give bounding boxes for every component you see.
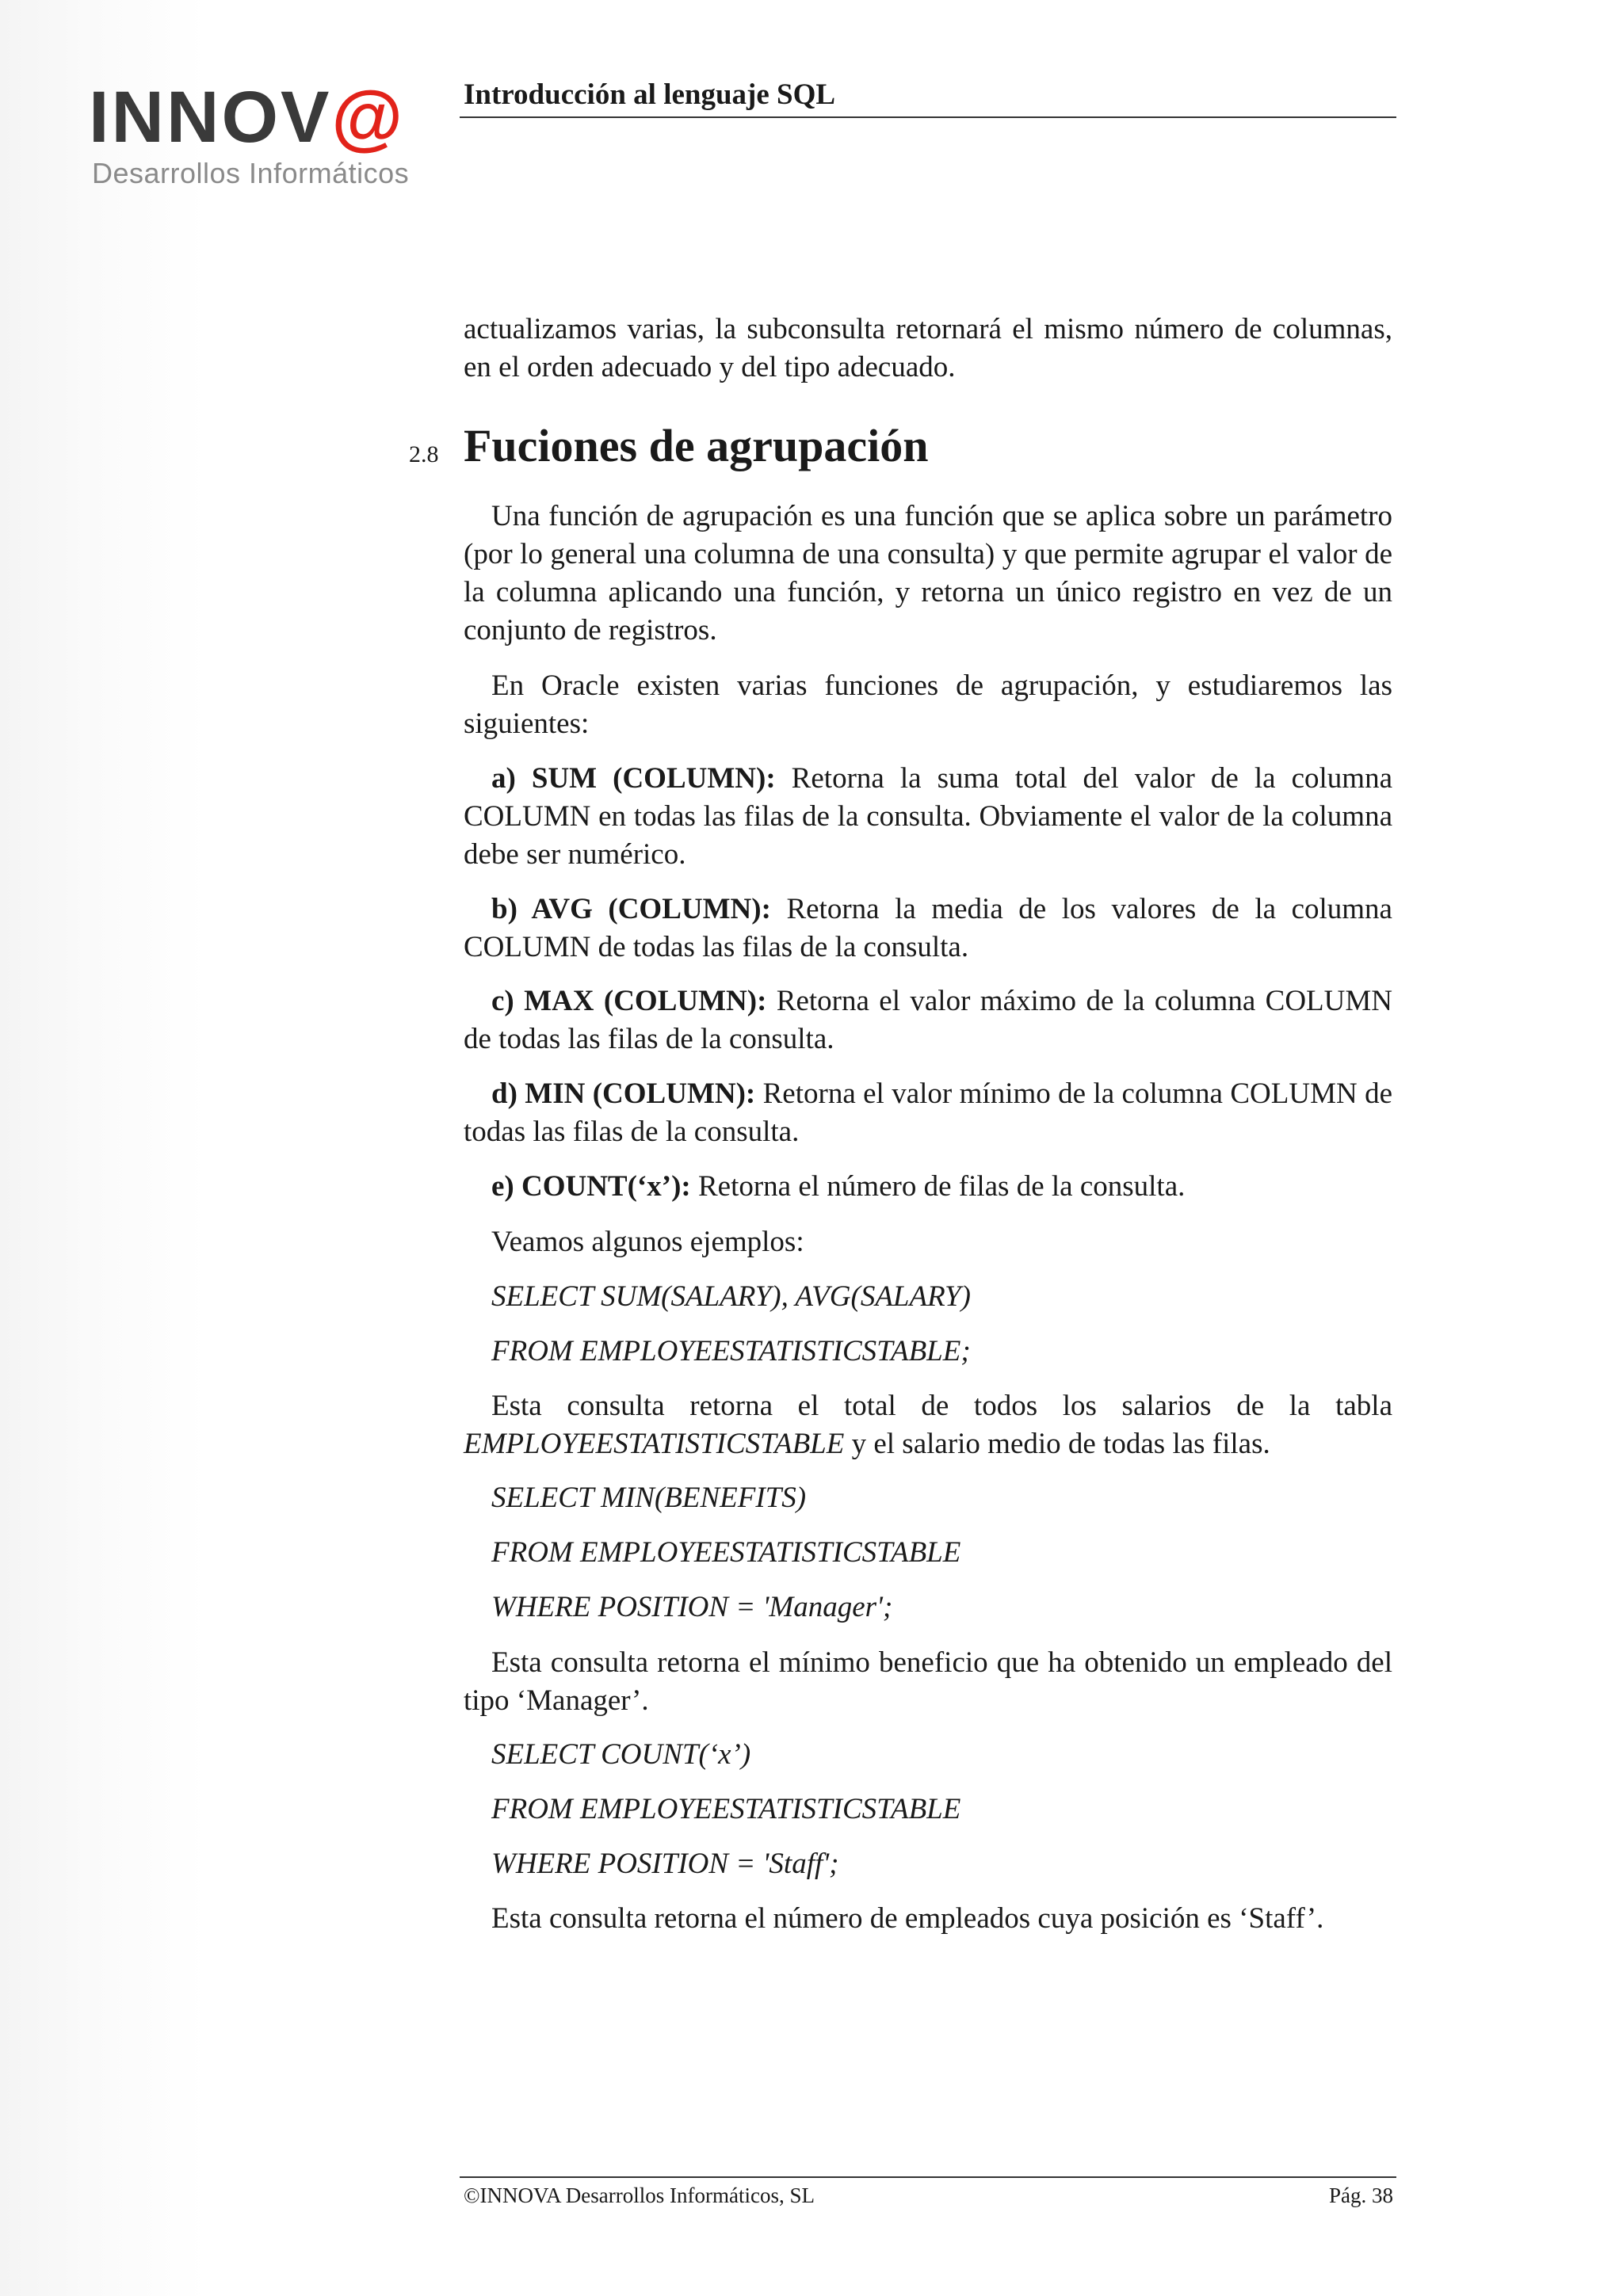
function-label: a) SUM (COLUMN): xyxy=(491,762,776,795)
logo-word: INNOV xyxy=(89,77,332,158)
paragraph-definition: Una función de agrupación es una función que se aplica sobre un parámetro (por lo general una columna de una consulta) y que permite agrupar el valor de la columna aplicando una función, y retorna un único registro en vez de un conjunto de registros. xyxy=(464,500,1392,646)
function-description: Retorna la suma total del valor de la columna COLUMN en todas las filas de la consulta. Obviamente el valor de la columna debe ser numérico. xyxy=(464,762,1392,871)
function-label: b) AVG (COLUMN): xyxy=(491,893,771,925)
company-logo xyxy=(89,76,461,195)
function-description: Retorna el valor máximo de la columna COLUMN de todas las filas de la consulta. xyxy=(464,985,1392,1055)
function-description: Retorna la media de los valores de la columna COLUMN de todas las filas de la consulta. xyxy=(464,893,1392,963)
code-line: FROM EMPLOYEESTATISTICSTABLE xyxy=(491,1536,961,1569)
header-title: Introducción al lenguaje SQL xyxy=(464,78,836,111)
function-item-avg xyxy=(464,891,1392,967)
function-description: Retorna el valor mínimo de la columna COLUMN de todas las filas de la consulta. xyxy=(464,1077,1392,1148)
function-label: d) MIN (COLUMN): xyxy=(491,1077,756,1110)
function-item-count xyxy=(464,1168,1392,1206)
section-title: Fuciones de agrupación xyxy=(464,420,929,471)
logo-at-symbol: @ xyxy=(331,77,406,158)
description-text: Esta consulta retorna el total de todos los salarios de la tabla xyxy=(491,1390,1392,1422)
code-line: SELECT MIN(BENEFITS) xyxy=(491,1482,807,1514)
table-name: EMPLOYEESTATISTICSTABLE xyxy=(464,1428,845,1460)
example3-description: Esta consulta retorna el número de empleados cuya posición es ‘Staff’. xyxy=(491,1902,1324,1935)
footer-copyright: ©INNOVA Desarrollos Informáticos, SL xyxy=(464,2183,815,2207)
function-label: c) MAX (COLUMN): xyxy=(491,985,767,1017)
function-description: Retorna el número de filas de la consulta. xyxy=(690,1170,1186,1203)
code-line: SELECT SUM(SALARY), AVG(SALARY) xyxy=(491,1280,971,1313)
intro-paragraph: actualizamos varias, la subconsulta retornará el mismo número de columnas, en el orden adecuado y del tipo adecuado. xyxy=(464,313,1392,383)
examples-intro: Veamos algunos ejemplos: xyxy=(491,1226,804,1258)
header-rule xyxy=(460,116,1396,118)
footer-rule xyxy=(460,2176,1396,2178)
function-item-min xyxy=(464,1075,1392,1151)
code-line: WHERE POSITION = 'Staff'; xyxy=(491,1848,839,1880)
page-number: Pág. 38 xyxy=(1329,2183,1393,2207)
code-line: FROM EMPLOYEESTATISTICSTABLE; xyxy=(491,1335,971,1367)
description-text: y el salario medio de todas las filas. xyxy=(844,1428,1270,1460)
code-line: SELECT COUNT(‘x’) xyxy=(491,1738,751,1771)
function-label: e) COUNT(‘x’): xyxy=(491,1170,691,1203)
function-item-max xyxy=(464,982,1392,1058)
code-line: WHERE POSITION = 'Manager'; xyxy=(491,1591,893,1623)
paragraph-oracle: En Oracle existen varias funciones de agrupación, y estudiaremos las siguientes: xyxy=(464,669,1392,740)
section-number: 2.8 xyxy=(409,441,439,467)
logo-wordmark xyxy=(89,77,406,158)
code-line: FROM EMPLOYEESTATISTICSTABLE xyxy=(491,1793,961,1825)
logo-tagline: Desarrollos Informáticos xyxy=(92,157,410,189)
example1-description xyxy=(464,1387,1392,1463)
function-item-sum xyxy=(464,760,1392,874)
example2-description: Esta consulta retorna el mínimo beneficio que ha obtenido un empleado del tipo ‘Manager’. xyxy=(464,1646,1392,1717)
